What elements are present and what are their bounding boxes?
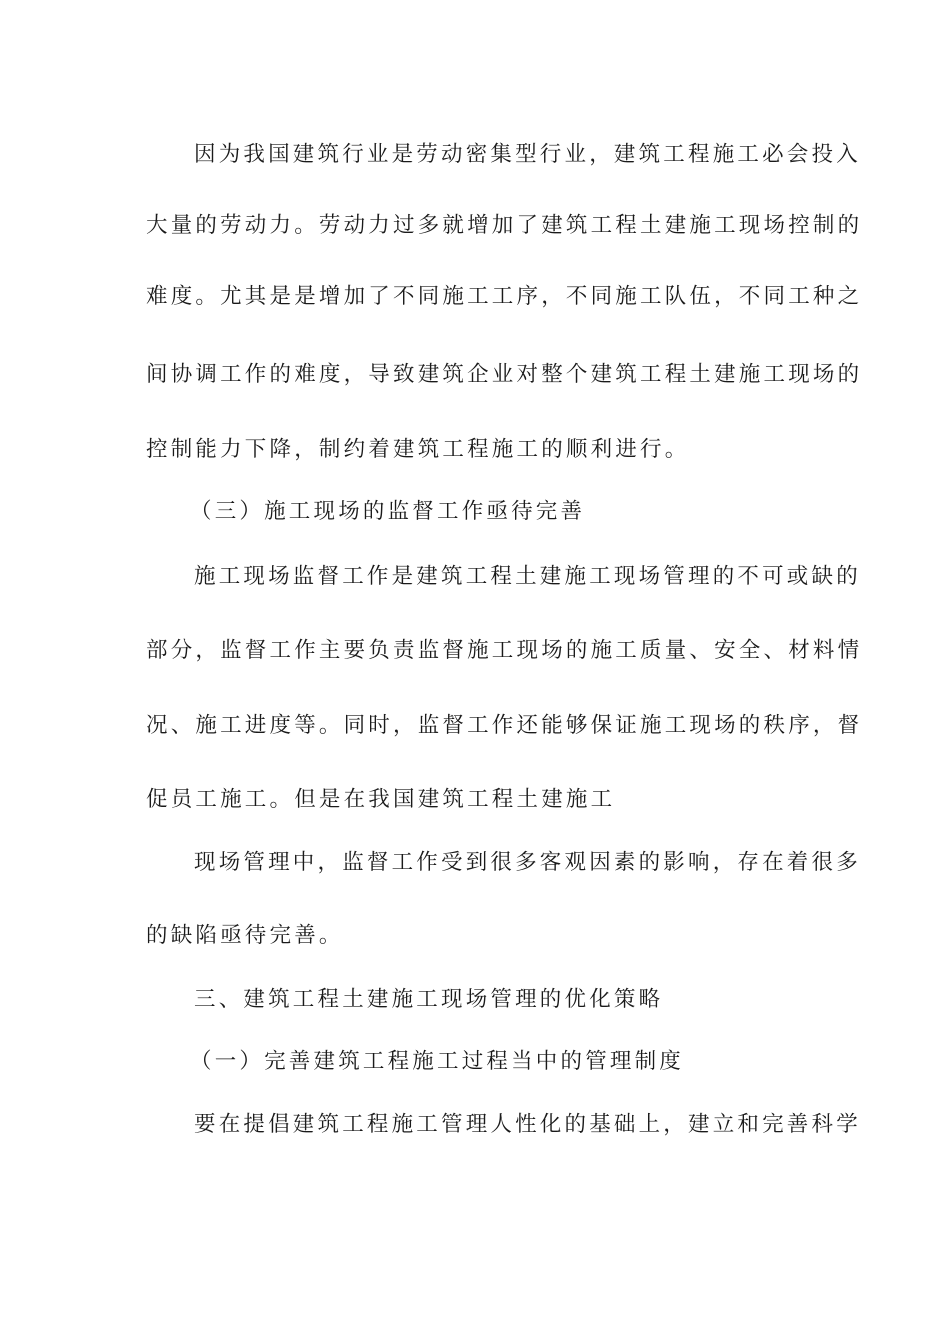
paragraph-line: 要在提倡建筑工程施工管理人性化的基础上，建立和完善科学 bbox=[194, 1112, 861, 1137]
paragraph-line: 间协调工作的难度，导致建筑企业对整个建筑工程土建施工现场的 bbox=[146, 362, 863, 387]
paragraph-line: 控制能力下降，制约着建筑工程施工的顺利进行。 bbox=[146, 437, 690, 462]
paragraph-line: 促员工施工。但是在我国建筑工程土建施工 bbox=[146, 787, 616, 812]
paragraph-line: 因为我国建筑行业是劳动密集型行业，建筑工程施工必会投入 bbox=[194, 142, 861, 167]
paragraph-line: 大量的劳动力。劳动力过多就增加了建筑工程土建施工现场控制的 bbox=[146, 213, 863, 238]
paragraph-line: 的缺陷亟待完善。 bbox=[146, 923, 344, 948]
paragraph-line: 现场管理中，监督工作受到很多客观因素的影响，存在着很多 bbox=[194, 850, 861, 875]
paragraph-line: 难度。尤其是是增加了不同施工工序，不同施工队伍，不同工种之 bbox=[146, 284, 863, 309]
chapter-heading: 三、建筑工程土建施工现场管理的优化策略 bbox=[194, 987, 664, 1012]
paragraph-line: 况、施工进度等。同时，监督工作还能够保证施工现场的秩序，督 bbox=[146, 713, 863, 738]
paragraph-line: 部分，监督工作主要负责监督施工现场的施工质量、安全、材料情 bbox=[146, 638, 863, 663]
section-heading: （三）施工现场的监督工作亟待完善 bbox=[190, 499, 586, 524]
paragraph-line: 施工现场监督工作是建筑工程土建施工现场管理的不可或缺的 bbox=[194, 564, 861, 589]
section-heading: （一）完善建筑工程施工过程当中的管理制度 bbox=[190, 1049, 685, 1074]
